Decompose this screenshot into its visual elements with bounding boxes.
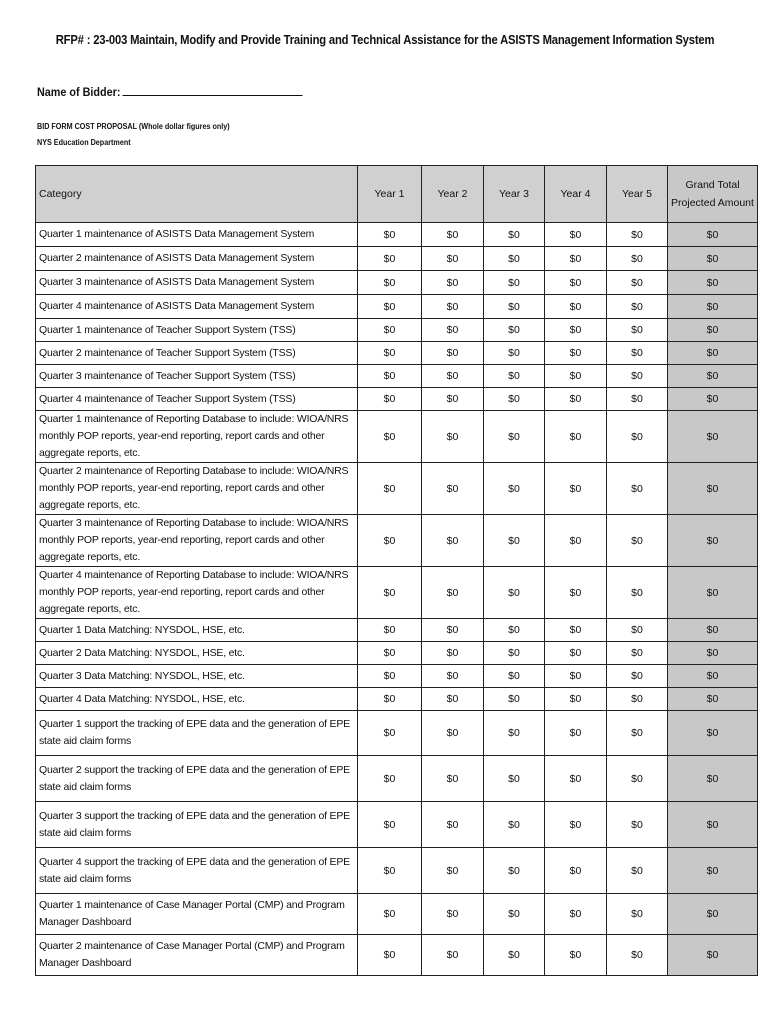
- table-row: [36, 642, 758, 665]
- year2-amount-cell[interactable]: $0: [422, 223, 484, 247]
- row-category: Quarter 4 maintenance of Reporting Database to include: WIOA/NRS monthly POP reports, year-end reporting, report cards and other aggregate reports, etc.: [36, 567, 358, 619]
- year4-amount-cell[interactable]: $0: [545, 463, 607, 515]
- table-row: [36, 271, 758, 295]
- grand-total-cell: $0: [668, 463, 758, 515]
- year5-amount-cell[interactable]: $0: [607, 567, 668, 619]
- year2-amount-cell[interactable]: $0: [422, 665, 484, 688]
- row-category: Quarter 3 maintenance of Reporting Database to include: WIOA/NRS monthly POP reports, year-end reporting, report cards and other aggregate reports, etc.: [36, 515, 358, 567]
- row-category: Quarter 1 maintenance of Case Manager Portal (CMP) and Program Manager Dashboard: [36, 894, 358, 935]
- year1-amount-cell[interactable]: $0: [358, 295, 422, 319]
- year5-amount-cell[interactable]: $0: [607, 848, 668, 894]
- year2-amount-cell[interactable]: $0: [422, 567, 484, 619]
- grand-total-cell: $0: [668, 223, 758, 247]
- year3-amount-cell[interactable]: $0: [484, 342, 545, 365]
- year2-amount-cell[interactable]: $0: [422, 802, 484, 848]
- year4-amount-cell[interactable]: $0: [545, 515, 607, 567]
- row-category: Quarter 1 support the tracking of EPE data and the generation of EPE state aid claim forms: [36, 711, 358, 756]
- year4-amount-cell[interactable]: $0: [545, 802, 607, 848]
- year1-amount-cell[interactable]: $0: [358, 388, 422, 411]
- grand-total-cell: $0: [668, 894, 758, 935]
- year4-amount-cell[interactable]: $0: [545, 223, 607, 247]
- year5-amount-cell[interactable]: $0: [607, 388, 668, 411]
- table-row: [36, 411, 758, 463]
- year3-amount-cell[interactable]: $0: [484, 665, 545, 688]
- year1-amount-cell[interactable]: $0: [358, 247, 422, 271]
- row-category: Quarter 3 maintenance of Teacher Support System (TSS): [36, 365, 358, 388]
- header-category: Category: [36, 166, 358, 223]
- year2-amount-cell[interactable]: $0: [422, 388, 484, 411]
- row-category: Quarter 3 maintenance of ASISTS Data Management System: [36, 271, 358, 295]
- year3-amount-cell[interactable]: $0: [484, 711, 545, 756]
- row-category: Quarter 4 maintenance of ASISTS Data Management System: [36, 295, 358, 319]
- bidder-blank-line[interactable]: [122, 84, 302, 96]
- row-category: Quarter 2 support the tracking of EPE data and the generation of EPE state aid claim forms: [36, 756, 358, 802]
- year4-amount-cell[interactable]: $0: [545, 319, 607, 342]
- bidder-label: Name of Bidder:: [37, 85, 121, 99]
- year1-amount-cell[interactable]: $0: [358, 342, 422, 365]
- year5-amount-cell[interactable]: $0: [607, 411, 668, 463]
- year4-amount-cell[interactable]: $0: [545, 848, 607, 894]
- year5-amount-cell[interactable]: $0: [607, 271, 668, 295]
- year2-amount-cell[interactable]: $0: [422, 711, 484, 756]
- year5-amount-cell[interactable]: $0: [607, 802, 668, 848]
- grand-total-cell: $0: [668, 388, 758, 411]
- grand-total-cell: $0: [668, 411, 758, 463]
- year4-amount-cell[interactable]: $0: [545, 271, 607, 295]
- year2-amount-cell[interactable]: $0: [422, 756, 484, 802]
- table-row: [36, 567, 758, 619]
- year2-amount-cell[interactable]: $0: [422, 848, 484, 894]
- grand-total-cell: $0: [668, 665, 758, 688]
- year4-amount-cell[interactable]: $0: [545, 295, 607, 319]
- year3-amount-cell[interactable]: $0: [484, 463, 545, 515]
- row-category: Quarter 2 Data Matching: NYSDOL, HSE, etc.: [36, 642, 358, 665]
- bidder-name-field: [37, 84, 302, 99]
- year3-amount-cell[interactable]: $0: [484, 756, 545, 802]
- table-row: [36, 688, 758, 711]
- grand-total-cell: $0: [668, 848, 758, 894]
- year1-amount-cell[interactable]: $0: [358, 515, 422, 567]
- table-row: [36, 848, 758, 894]
- year2-amount-cell[interactable]: $0: [422, 411, 484, 463]
- year5-amount-cell[interactable]: $0: [607, 295, 668, 319]
- header-year4: Year 4: [545, 166, 607, 223]
- year3-amount-cell[interactable]: $0: [484, 688, 545, 711]
- year1-amount-cell[interactable]: $0: [358, 365, 422, 388]
- year1-amount-cell[interactable]: $0: [358, 463, 422, 515]
- year3-amount-cell[interactable]: $0: [484, 515, 545, 567]
- year5-amount-cell[interactable]: $0: [607, 688, 668, 711]
- table-row: [36, 319, 758, 342]
- year3-amount-cell[interactable]: $0: [484, 223, 545, 247]
- year5-amount-cell[interactable]: $0: [607, 463, 668, 515]
- year3-amount-cell[interactable]: $0: [484, 411, 545, 463]
- grand-total-cell: $0: [668, 247, 758, 271]
- year3-amount-cell[interactable]: $0: [484, 642, 545, 665]
- year1-amount-cell[interactable]: $0: [358, 411, 422, 463]
- table-row: [36, 935, 758, 976]
- year4-amount-cell[interactable]: $0: [545, 567, 607, 619]
- year5-amount-cell[interactable]: $0: [607, 894, 668, 935]
- year1-amount-cell[interactable]: $0: [358, 223, 422, 247]
- year1-amount-cell[interactable]: $0: [358, 642, 422, 665]
- header-year2: Year 2: [422, 166, 484, 223]
- table-header-row: [36, 166, 758, 223]
- year1-amount-cell[interactable]: $0: [358, 271, 422, 295]
- row-category: Quarter 1 maintenance of ASISTS Data Management System: [36, 223, 358, 247]
- year4-amount-cell[interactable]: $0: [545, 247, 607, 271]
- header-grand-total: Grand Total Projected Amount: [668, 166, 758, 223]
- table-row: [36, 365, 758, 388]
- year2-amount-cell[interactable]: $0: [422, 463, 484, 515]
- table-row: [36, 247, 758, 271]
- year5-amount-cell[interactable]: $0: [607, 223, 668, 247]
- year2-amount-cell[interactable]: $0: [422, 295, 484, 319]
- grand-total-cell: $0: [668, 365, 758, 388]
- grand-total-cell: $0: [668, 295, 758, 319]
- table-row: [36, 295, 758, 319]
- year4-amount-cell[interactable]: $0: [545, 642, 607, 665]
- row-category: Quarter 4 Data Matching: NYSDOL, HSE, etc.: [36, 688, 358, 711]
- table-row: [36, 388, 758, 411]
- table-row: [36, 619, 758, 642]
- year2-amount-cell[interactable]: $0: [422, 319, 484, 342]
- year5-amount-cell[interactable]: $0: [607, 365, 668, 388]
- table-row: [36, 894, 758, 935]
- grand-total-cell: $0: [668, 319, 758, 342]
- year2-amount-cell[interactable]: $0: [422, 342, 484, 365]
- grand-total-cell: $0: [668, 802, 758, 848]
- header-year1: Year 1: [358, 166, 422, 223]
- grand-total-cell: $0: [668, 711, 758, 756]
- row-category: Quarter 2 maintenance of Reporting Database to include: WIOA/NRS monthly POP reports, year-end reporting, report cards and other aggregate reports, etc.: [36, 463, 358, 515]
- table-row: [36, 756, 758, 802]
- row-category: Quarter 4 maintenance of Teacher Support System (TSS): [36, 388, 358, 411]
- year4-amount-cell[interactable]: $0: [545, 935, 607, 976]
- year3-amount-cell[interactable]: $0: [484, 247, 545, 271]
- department-name: NYS Education Department: [37, 138, 131, 147]
- year4-amount-cell[interactable]: $0: [545, 342, 607, 365]
- year1-amount-cell[interactable]: $0: [358, 935, 422, 976]
- year1-amount-cell[interactable]: $0: [358, 894, 422, 935]
- year4-amount-cell[interactable]: $0: [545, 894, 607, 935]
- year3-amount-cell[interactable]: $0: [484, 388, 545, 411]
- year3-amount-cell[interactable]: $0: [484, 894, 545, 935]
- year3-amount-cell[interactable]: $0: [484, 848, 545, 894]
- year1-amount-cell[interactable]: $0: [358, 619, 422, 642]
- grand-total-cell: $0: [668, 756, 758, 802]
- row-category: Quarter 2 maintenance of Case Manager Portal (CMP) and Program Manager Dashboard: [36, 935, 358, 976]
- year3-amount-cell[interactable]: $0: [484, 619, 545, 642]
- year1-amount-cell[interactable]: $0: [358, 848, 422, 894]
- table-body: [36, 223, 758, 976]
- grand-total-cell: $0: [668, 271, 758, 295]
- row-category: Quarter 3 Data Matching: NYSDOL, HSE, etc.: [36, 665, 358, 688]
- year3-amount-cell[interactable]: $0: [484, 295, 545, 319]
- table-row: [36, 802, 758, 848]
- year1-amount-cell[interactable]: $0: [358, 665, 422, 688]
- header-year5: Year 5: [607, 166, 668, 223]
- cost-proposal-table: [35, 165, 758, 976]
- year1-amount-cell[interactable]: $0: [358, 756, 422, 802]
- year1-amount-cell[interactable]: $0: [358, 711, 422, 756]
- grand-total-cell: $0: [668, 619, 758, 642]
- row-category: Quarter 1 maintenance of Reporting Database to include: WIOA/NRS monthly POP reports, year-end reporting, report cards and other aggregate reports, etc.: [36, 411, 358, 463]
- table-row: [36, 515, 758, 567]
- grand-total-cell: $0: [668, 515, 758, 567]
- grand-total-cell: $0: [668, 642, 758, 665]
- year3-amount-cell[interactable]: $0: [484, 271, 545, 295]
- row-category: Quarter 2 maintenance of Teacher Support System (TSS): [36, 342, 358, 365]
- form-subtitle: BID FORM COST PROPOSAL (Whole dollar figures only): [37, 122, 230, 131]
- year2-amount-cell[interactable]: $0: [422, 894, 484, 935]
- grand-total-cell: $0: [668, 342, 758, 365]
- year4-amount-cell[interactable]: $0: [545, 756, 607, 802]
- grand-total-cell: $0: [668, 935, 758, 976]
- year1-amount-cell[interactable]: $0: [358, 688, 422, 711]
- year4-amount-cell[interactable]: $0: [545, 411, 607, 463]
- year2-amount-cell[interactable]: $0: [422, 619, 484, 642]
- header-year3: Year 3: [484, 166, 545, 223]
- year5-amount-cell[interactable]: $0: [607, 515, 668, 567]
- year5-amount-cell[interactable]: $0: [607, 665, 668, 688]
- year5-amount-cell[interactable]: $0: [607, 247, 668, 271]
- row-category: Quarter 4 support the tracking of EPE data and the generation of EPE state aid claim forms: [36, 848, 358, 894]
- year4-amount-cell[interactable]: $0: [545, 365, 607, 388]
- year2-amount-cell[interactable]: $0: [422, 271, 484, 295]
- year5-amount-cell[interactable]: $0: [607, 935, 668, 976]
- year2-amount-cell[interactable]: $0: [422, 688, 484, 711]
- row-category: Quarter 3 support the tracking of EPE data and the generation of EPE state aid claim forms: [36, 802, 358, 848]
- grand-total-cell: $0: [668, 688, 758, 711]
- table-row: [36, 711, 758, 756]
- table-row: [36, 223, 758, 247]
- year1-amount-cell[interactable]: $0: [358, 319, 422, 342]
- year5-amount-cell[interactable]: $0: [607, 711, 668, 756]
- year5-amount-cell[interactable]: $0: [607, 756, 668, 802]
- year2-amount-cell[interactable]: $0: [422, 642, 484, 665]
- year3-amount-cell[interactable]: $0: [484, 319, 545, 342]
- year4-amount-cell[interactable]: $0: [545, 619, 607, 642]
- year3-amount-cell[interactable]: $0: [484, 365, 545, 388]
- year4-amount-cell[interactable]: $0: [545, 665, 607, 688]
- year3-amount-cell[interactable]: $0: [484, 935, 545, 976]
- year1-amount-cell[interactable]: $0: [358, 567, 422, 619]
- year4-amount-cell[interactable]: $0: [545, 688, 607, 711]
- year2-amount-cell[interactable]: $0: [422, 515, 484, 567]
- grand-total-cell: $0: [668, 567, 758, 619]
- table-row: [36, 463, 758, 515]
- year5-amount-cell[interactable]: $0: [607, 319, 668, 342]
- year2-amount-cell[interactable]: $0: [422, 365, 484, 388]
- page-title: RFP# : 23-003 Maintain, Modify and Provide Training and Technical Assistance for the ASISTS Management Information System: [55, 33, 715, 47]
- row-category: Quarter 2 maintenance of ASISTS Data Management System: [36, 247, 358, 271]
- row-category: Quarter 1 maintenance of Teacher Support System (TSS): [36, 319, 358, 342]
- table-row: [36, 342, 758, 365]
- year5-amount-cell[interactable]: $0: [607, 642, 668, 665]
- year2-amount-cell[interactable]: $0: [422, 935, 484, 976]
- year2-amount-cell[interactable]: $0: [422, 247, 484, 271]
- table-row: [36, 665, 758, 688]
- year1-amount-cell[interactable]: $0: [358, 802, 422, 848]
- year5-amount-cell[interactable]: $0: [607, 342, 668, 365]
- year4-amount-cell[interactable]: $0: [545, 388, 607, 411]
- year5-amount-cell[interactable]: $0: [607, 619, 668, 642]
- year3-amount-cell[interactable]: $0: [484, 802, 545, 848]
- row-category: Quarter 1 Data Matching: NYSDOL, HSE, etc.: [36, 619, 358, 642]
- year3-amount-cell[interactable]: $0: [484, 567, 545, 619]
- year4-amount-cell[interactable]: $0: [545, 711, 607, 756]
